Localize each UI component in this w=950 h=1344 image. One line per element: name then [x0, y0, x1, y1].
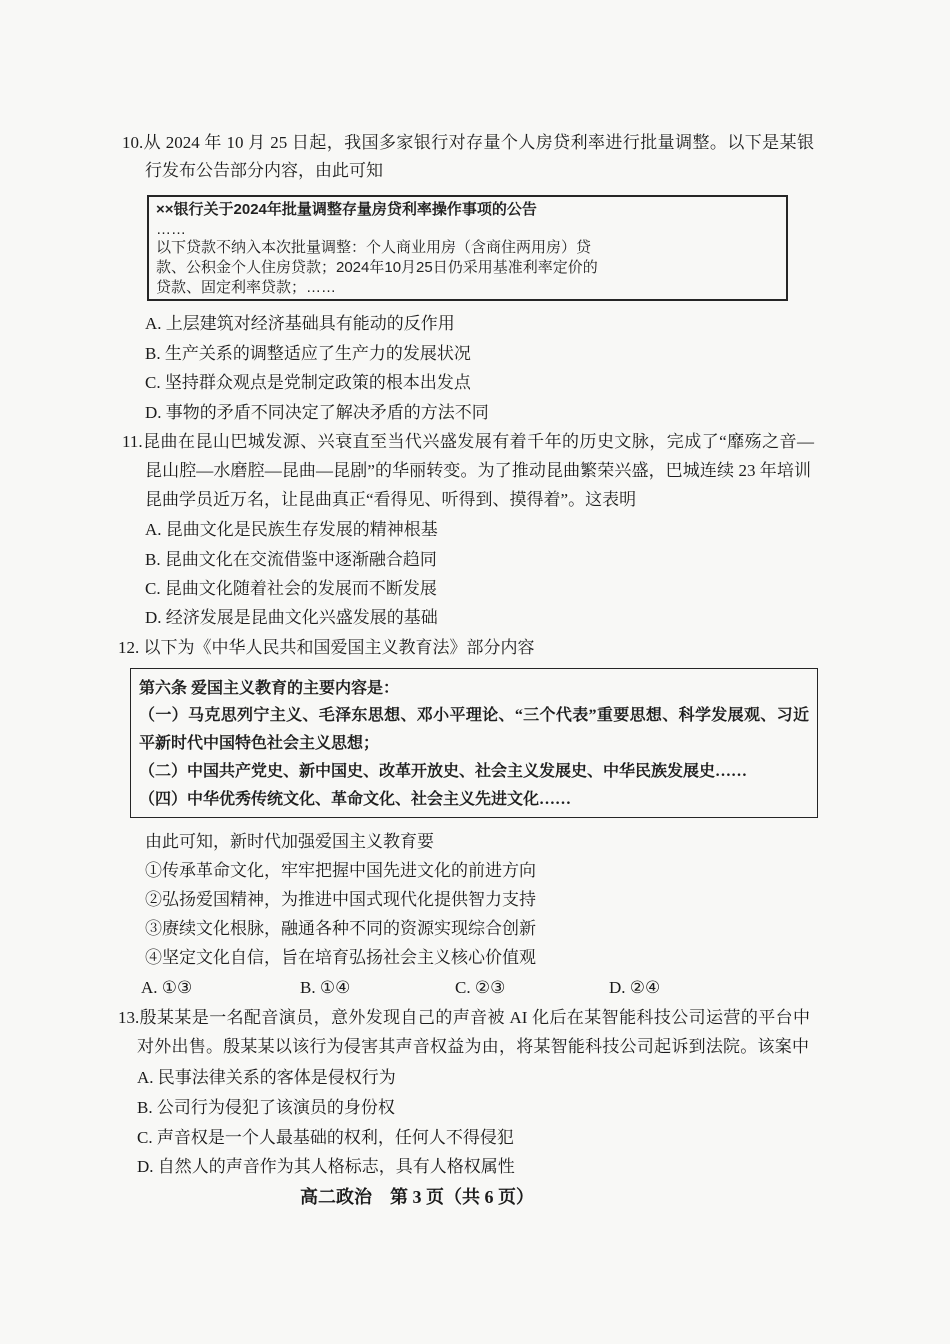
q13-stem-line: 对外出售。殷某某以该行为侵害其声音权益为由，将某智能科技公司起诉到法院。该案中 [137, 1037, 809, 1056]
excerpt-line: （二）中国共产党史、新中国史、改革开放史、社会主义发展史、中华民族发展史…… [139, 763, 748, 780]
notice-body-line: 款、公积金个人住房贷款；2024年10月25日仍采用基准利率定价的 [156, 259, 598, 276]
q12-statement-2: ②弘扬爱国精神，为推进中国式现代化提供智力支持 [145, 890, 536, 909]
notice-title: ××银行关于2024年批量调整存量房贷利率操作事项的公告 [156, 201, 537, 218]
notice-ellipsis: …… [156, 221, 186, 238]
q10-stem-line: 10.从 2024 年 10 月 25 日起，我国多家银行对存量个人房贷利率进行批量调整。以下是某银 [122, 133, 814, 152]
q11-stem-line: 昆曲学员近万名，让昆曲真正“看得见、听得到、摸得着”。这表明 [145, 490, 637, 509]
q11-stem-line: 11.昆曲在昆山巴城发源、兴衰直至当代兴盛发展有着千年的历史文脉，完成了“靡殇之音— [122, 432, 814, 451]
q11-option-c: C. 昆曲文化随着社会的发展而不断发展 [145, 579, 437, 598]
notice-body-line: 贷款、固定利率贷款；…… [156, 279, 337, 296]
q13-option-c: C. 声音权是一个人最基础的权利，任何人不得侵犯 [137, 1128, 514, 1147]
q13-stem-line: 13.殷某某是一名配音演员，意外发现自己的声音被 AI 化后在某智能科技公司运营的平台中 [118, 1008, 810, 1027]
q13-option-b: B. 公司行为侵犯了该演员的身份权 [137, 1098, 395, 1117]
q12-option-d: D. ②④ [609, 978, 661, 997]
excerpt-line: 第六条 爱国主义教育的主要内容是： [139, 680, 400, 697]
excerpt-line: （一）马克思列宁主义、毛泽东思想、邓小平理论、“三个代表”重要思想、科学发展观、习近 [139, 707, 809, 724]
q12-statement-1: ①传承革命文化，牢牢把握中国先进文化的前进方向 [145, 861, 536, 880]
q11-option-d: D. 经济发展是昆曲文化兴盛发展的基础 [145, 608, 438, 627]
q12-option-c: C. ②③ [455, 978, 506, 997]
q11-option-b: B. 昆曲文化在交流借鉴中逐渐融合趋同 [145, 550, 437, 569]
page-footer: 高二政治 第 3 页（共 6 页） [300, 1187, 534, 1207]
q10-option-a: A. 上层建筑对经济基础具有能动的反作用 [145, 314, 455, 333]
q13-option-a: A. 民事法律关系的客体是侵权行为 [137, 1068, 396, 1087]
q12-option-b: B. ①④ [300, 978, 351, 997]
excerpt-line: 平新时代中国特色社会主义思想； [139, 735, 380, 752]
q10-option-c: C. 坚持群众观点是党制定政策的根本出发点 [145, 373, 471, 392]
q12-law-excerpt-box [130, 668, 818, 818]
excerpt-line: （四）中华优秀传统文化、革命文化、社会主义先进文化…… [139, 791, 572, 808]
q10-option-d: D. 事物的矛盾不同决定了解决矛盾的方法不同 [145, 403, 489, 422]
q10-stem-line: 行发布公告部分内容，由此可知 [145, 161, 383, 180]
q11-stem-line: 昆山腔—水磨腔—昆曲—昆剧”的华丽转变。为了推动昆曲繁荣兴盛，巴城连续 23 年培训 [145, 461, 811, 480]
q11-option-a: A. 昆曲文化是民族生存发展的精神根基 [145, 520, 438, 539]
q12-statement-3: ③赓续文化根脉，融通各种不同的资源实现综合创新 [145, 919, 536, 938]
q10-option-b: B. 生产关系的调整适应了生产力的发展状况 [145, 344, 471, 363]
q12-option-a: A. ①③ [141, 978, 193, 997]
q13-option-d: D. 自然人的声音作为其人格标志，具有人格权属性 [137, 1157, 515, 1176]
q10-notice-box [147, 195, 788, 301]
q12-stem: 12. 以下为《中华人民共和国爱国主义教育法》部分内容 [118, 638, 535, 657]
q12-statement-4: ④坚定文化自信，旨在培育弘扬社会主义核心价值观 [145, 948, 536, 967]
notice-body-line: 以下贷款不纳入本次批量调整：个人商业用房（含商住两用房）贷 [156, 239, 592, 256]
q12-lead: 由此可知，新时代加强爱国主义教育要 [145, 832, 434, 851]
